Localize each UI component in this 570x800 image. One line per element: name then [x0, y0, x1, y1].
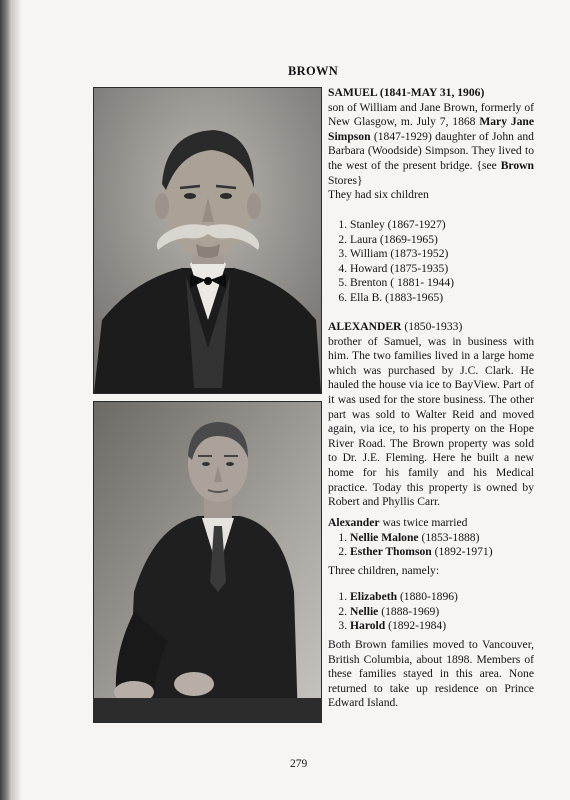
- alexander-dates: (1850-1933): [404, 320, 463, 333]
- alexander-heading: [328, 320, 534, 335]
- closing-paragraph: [328, 638, 534, 711]
- samuel-bio-part-2: (1847-1929) daughter of John and Barbara (Woodside) Simpson. They lived to the west of the present bridge. {see: [328, 129, 534, 172]
- list-item: [350, 590, 534, 605]
- samuel-name: SAMUEL (1841-MAY 31, 1906): [328, 86, 485, 99]
- portrait-photo-alexander: [93, 401, 322, 723]
- wife-name: Esther Thomson: [350, 545, 432, 559]
- list-item: 2. Laura (1869-1965): [350, 233, 534, 248]
- child-dates: (1888-1969): [381, 604, 440, 618]
- samuel-spouse-name: Mary Jane Simpson: [328, 115, 535, 143]
- list-item: [350, 619, 534, 634]
- list-item: 1. Stanley (1867-1927): [350, 218, 534, 233]
- page-number: 279: [290, 758, 308, 770]
- list-item: 6. Ella B. (1883-1965): [350, 291, 534, 306]
- list-item: 3. William (1873-1952): [350, 247, 534, 262]
- portrait-illustration-alexander: [94, 402, 321, 722]
- child-name: Elizabeth: [350, 590, 398, 603]
- alexander-children-list: [328, 590, 534, 634]
- wife-dates: (1892-1971): [434, 545, 493, 559]
- page-heading: BROWN: [288, 64, 339, 78]
- married-text: was twice married: [382, 516, 468, 529]
- page-shadow: [12, 0, 22, 800]
- samuel-bio-part-3: Stores}: [328, 173, 363, 187]
- samuel-section: [328, 86, 534, 203]
- closing-text: Both Brown families moved to Vancouver, British Columbia, about 1898. Members of these families stayed in this area. None returned to take up residence on Prince Edward Island.: [328, 638, 534, 710]
- list-item: 5. Brenton ( 1881- 1944): [350, 276, 534, 291]
- child-name: Harold: [350, 619, 386, 633]
- child-dates: (1880-1896): [399, 590, 458, 603]
- samuel-biography: [328, 101, 534, 189]
- see-reference: Brown: [500, 158, 534, 172]
- list-item: [350, 531, 534, 546]
- alexander-section: [328, 320, 534, 510]
- book-binding-edge: [0, 0, 12, 800]
- samuel-children-list: [328, 218, 534, 306]
- list-item: [350, 605, 534, 620]
- portrait-illustration-samuel: [94, 88, 321, 393]
- wife-name: Nellie Malone: [350, 530, 419, 544]
- list-item: [350, 545, 534, 560]
- alexander-marriages: [328, 516, 534, 578]
- marriage-statement: [328, 516, 534, 531]
- alexander-biography: brother of Samuel, was in business with him. The two families lived in a large home which was purchased by J.C. Clark. He hauled the house via ice to BayView. Part of it was used for the store business. The other part was sold to Walter Reid and moved again, via ice, to his property on the Hope River Road. The Brown property was sold to Dr. J.E. Fleming. Here he built a new home for his family and his Medical practice. Today this property is owned by Robert and Phyllis Carr.: [328, 334, 534, 509]
- alexander-children-intro: Three children, namely:: [328, 563, 440, 577]
- portrait-photo-samuel: [93, 87, 322, 394]
- child-name: Nellie: [350, 604, 379, 618]
- wife-dates: (1853-1888): [421, 530, 480, 544]
- alexander-married-name: Alexander: [328, 516, 380, 529]
- alexander-name: ALEXANDER: [328, 320, 402, 333]
- child-dates: (1892-1984): [388, 619, 447, 633]
- samuel-children-intro: They had six children: [328, 188, 429, 202]
- samuel-bio-part-1: son of William and Jane Brown, formerly of New Glasgow, m. July 7, 1868: [328, 100, 534, 129]
- list-item: 4. Howard (1875-1935): [350, 262, 534, 277]
